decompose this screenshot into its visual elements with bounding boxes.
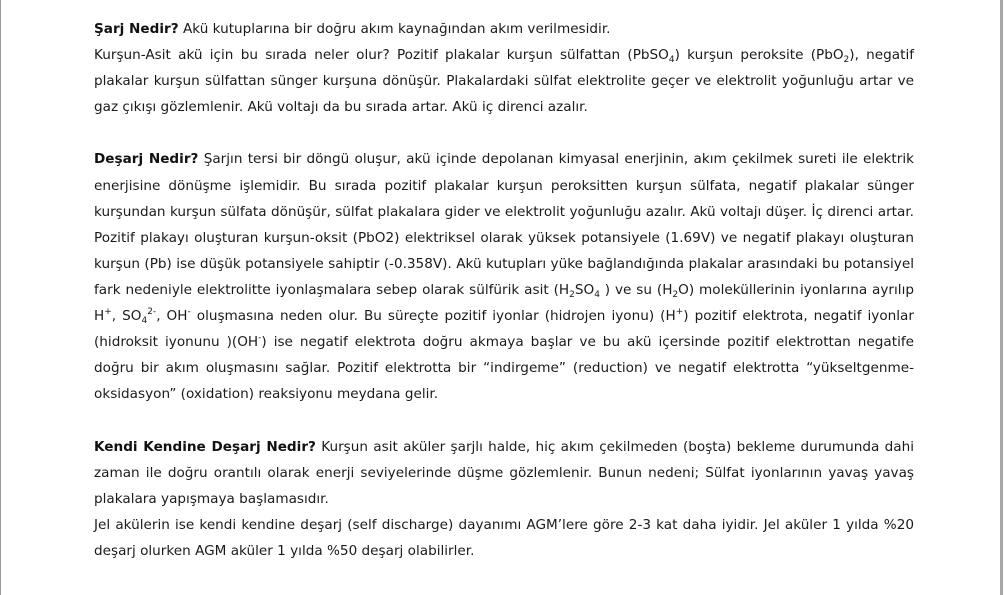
subscript: 4: [594, 289, 600, 300]
document-body: [94, 16, 914, 564]
superscript: -: [258, 333, 262, 344]
sarj-paragraph: [94, 16, 914, 42]
text-run: ) ise negatif elektrota doğru akmaya başlar ve bu akü içersinde pozitif elektrottan negatife doğru bir akım oluşmasını sağlar. Pozitif elektrotta bir “indirgeme” (reduction) ve negatif elektrotta “yükseltgenme-oksidasyon” (oxidation) reaksiyonu meydana gelir.: [94, 334, 914, 403]
subscript: 2: [569, 289, 575, 300]
subscript: 4: [668, 55, 675, 66]
jel-paragraph: Jel akülerin ise kendi kendine deşarj (self discharge) dayanımı AGM’lere göre 2-3 kat daha iyidir. Jel aküler 1 yılda %20 deşarj olurken AGM aküler 1 yılda %50 deşarj olabilirler.: [94, 516, 914, 559]
text-run: Kurşun asit aküler şarjlı halde, hiç akım çekilmeden (boşta) bekleme durumunda dahi zaman ile doğru orantılı olarak enerji seviyelerinde düşme gözlemlenir. Bunun nedeni; Sülfat iyonlarının yavaş yavaş plakalara yapışmaya başlamasıdır.: [94, 438, 915, 507]
kendi-paragraph: [94, 434, 914, 512]
desarj-heading: Deşarj Nedir?: [94, 151, 199, 168]
text-run: oluşmasına neden olur. Bu süreçte pozitif iyonlar (hidrojen iyonu) (H: [190, 308, 676, 325]
text-run: ) pozitif elektrota, negatif iyonlar (hidroksit iyonunu )(OH: [94, 308, 914, 351]
sarj-intro: Akü kutuplarına bir doğru akım kaynağından akım verilmesidir.: [178, 21, 611, 37]
sarj-detail-paragraph: [94, 42, 914, 120]
text-run: ) ve su (H: [599, 281, 673, 298]
desarj-paragraph: [94, 146, 914, 407]
subscript: 4: [141, 316, 148, 327]
text-run: , SO: [111, 308, 142, 325]
superscript: +: [675, 307, 684, 318]
text-run: ) kurşun peroksite (PbO: [674, 47, 844, 64]
text-run: , OH: [156, 308, 188, 325]
text-run: ), negatif plakalar kurşun sülfattan sünger kurşuna dönüşür. Plakalardaki sülfat elektrolite geçer ve elektrolit yoğunluğu artar ve gaz çıkışı gözlemlenir. Akü voltajı da bu sırada artar. Akü iç direnci azalır.: [94, 47, 915, 116]
text-run: SO: [574, 281, 595, 298]
text-run: Kurşun-Asit akü için bu sırada neler olur? Pozitif plakalar kurşun sülfattan (PbSO: [94, 47, 669, 64]
subscript: 2: [843, 55, 850, 66]
text-run: O) moleküllerinin iyonlarına ayrılıp H: [94, 281, 914, 325]
subscript: 2: [672, 289, 679, 300]
sarj-heading: Şarj Nedir?: [94, 21, 179, 37]
paragraph-spacer: [94, 120, 914, 146]
paragraph-spacer: [94, 407, 914, 433]
superscript: -: [187, 307, 191, 318]
kendi-heading: Kendi Kendine Deşarj Nedir?: [94, 438, 316, 455]
superscript: +: [104, 307, 112, 318]
text-run: Şarjın tersi bir döngü oluşur, akü içinde depolanan kimyasal enerjinin, akım çekilmek sureti ile elektrik enerjisine dönüşme işlemidir. Bu sırada pozitif plakalar kurşun peroksitten kurşun sülfata, negatif plakalar sünger kurşundan kurşun sülfata dönüşür, sülfat plakalara gider ve elektrolit yoğunluğu azalır. Akü voltajı düşer. İç direnci artar. Pozitif plakayı oluşturan kurşun-oksit (PbO2) elektriksel olarak yüksek potansiyele (1.69V) ve negatif plakayı oluşturan kurşun (Pb) ise düşük potansiyele sahiptir (-0.358V). Akü kutupları yüke bağlandığında plakalar arasındaki bu potansiyel fark nedeniyle elektrolitte iyonlaşmalara sebep olarak sülfürik asit (H: [94, 151, 914, 298]
superscript: 2-: [147, 307, 157, 318]
